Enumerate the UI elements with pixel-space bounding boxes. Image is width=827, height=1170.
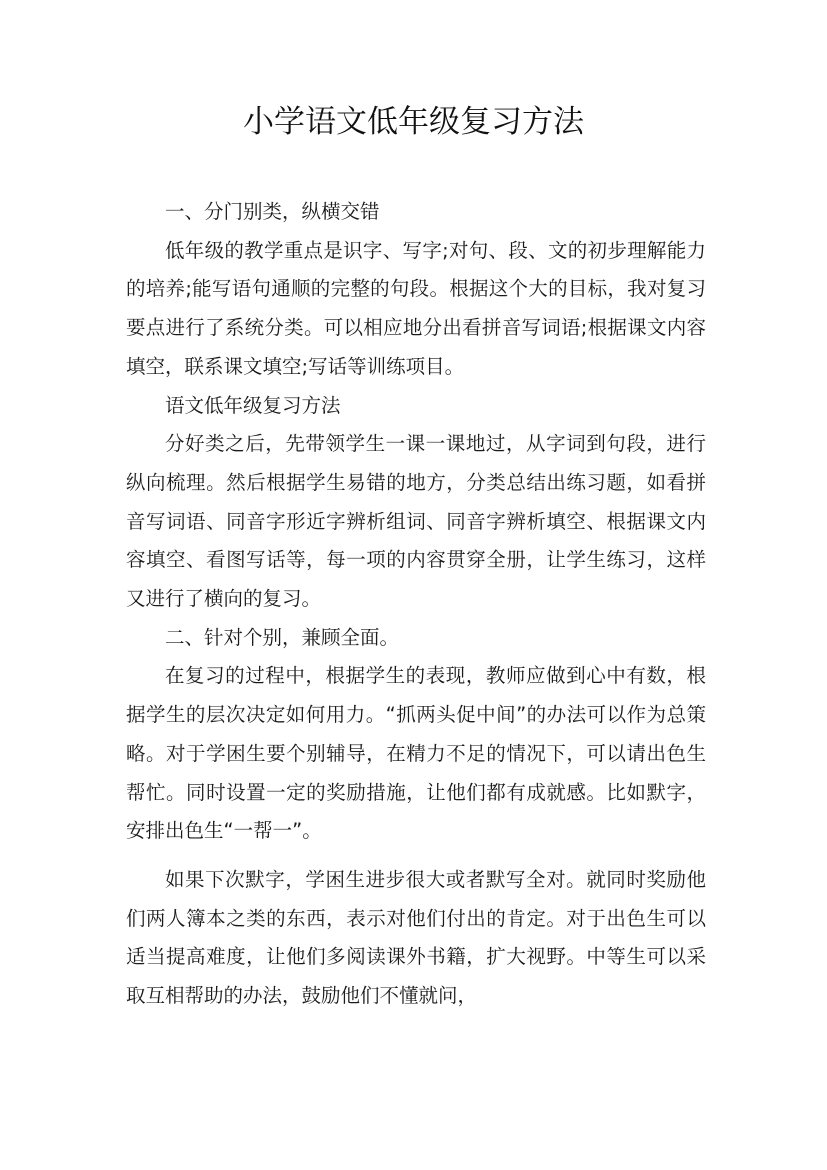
paragraph: 分好类之后，先带领学生一课一课地过，从字词到句段，进行纵向梳理。然后根据学生易错的地方，分类总结出练习题，如看拼音写词语、同音字形近字辨析组词、同音字辨析填空、根据课文内容填空、看图写话等，每一项的内容贯穿全册，让学生练习，这样又进行了横向的复习。: [126, 432, 706, 611]
section-heading-1: 一、分门别类，纵横交错: [165, 200, 380, 223]
document-title: 小学语文低年级复习方法: [243, 104, 584, 140]
section-heading-2: 二、针对个别，兼顾全面。: [165, 625, 400, 649]
subheading: 语文低年级复习方法: [165, 393, 341, 417]
document-body: [126, 193, 706, 1016]
paragraph: 低年级的教学重点是识字、写字;对句、段、文的初步理解能力的培养;能写语句通顺的完整的句段。根据这个大的目标，我对复习要点进行了系统分类。可以相应地分出看拼音写词语;根据课文内容填空，联系课文填空;写话等训练项目。: [126, 238, 706, 378]
paragraph: 如果下次默字，学困生进步很大或者默写全对。就同时奖励他们两人簿本之类的东西，表示对他们付出的肯定。对于出色生可以适当提高难度，让他们多阅读课外书籍，扩大视野。中等生可以采取互相帮助的办法，鼓励他们不懂就问，: [126, 867, 706, 1008]
paragraph: 在复习的过程中，根据学生的表现，教师应做到心中有数，根据学生的层次决定如何用力。“抓两头促中间”的办法可以作为总策略。对于学困生要个别辅导，在精力不足的情况下，可以请出色生帮忙。同时设置一定的奖励措施，让他们都有成就感。比如默字，安排出色生“一帮一”。: [126, 664, 706, 843]
